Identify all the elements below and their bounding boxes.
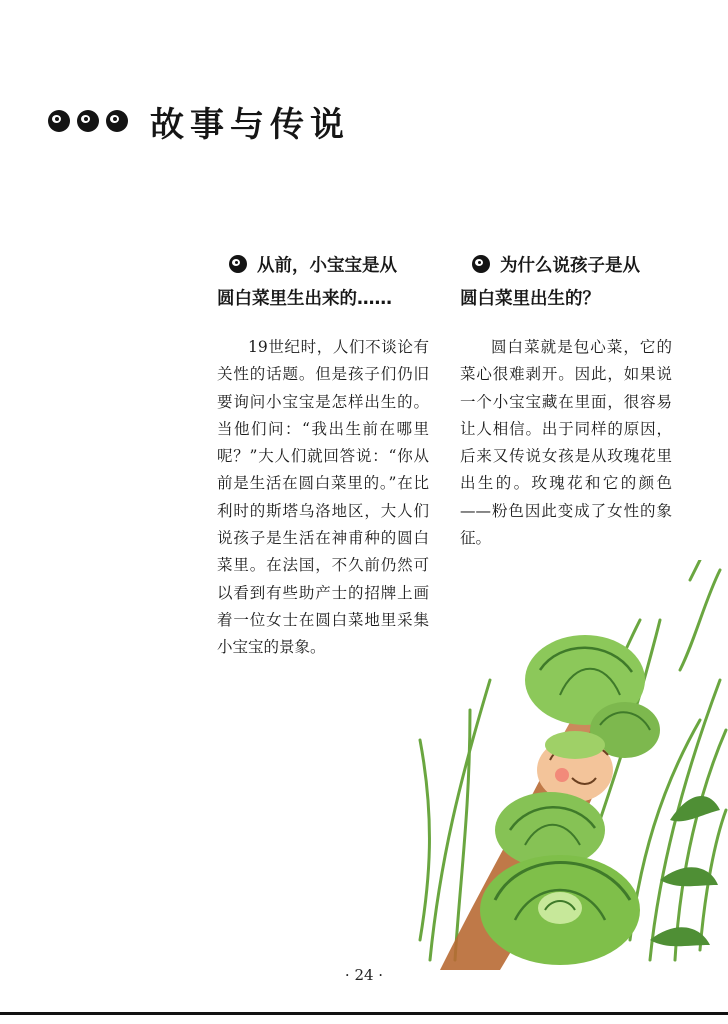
right-heading-line1: 为什么说孩子是从 [500, 256, 640, 276]
section-header [48, 96, 350, 146]
left-heading [217, 250, 429, 316]
cabbage-front [480, 855, 640, 965]
bottom-rule [0, 1012, 728, 1015]
right-body-text: 圆白菜就是包心菜，它的菜心很难剥开。因此，如果说一个小宝宝藏在里面，很容易让人相信。出于同样的原因，后来又传说女孩是从玫瑰花里出生的。玫瑰花和它的颜色——粉色因此变成了女性的象征。 [460, 338, 672, 548]
header-icons [48, 110, 128, 132]
baby-figure [537, 731, 613, 802]
right-column [460, 250, 672, 552]
right-heading [460, 250, 672, 316]
left-heading-line1: 从前，小宝宝是从 [257, 256, 397, 276]
left-column [217, 250, 429, 662]
ball-icon [77, 110, 99, 132]
cabbage-baby-illustration [400, 560, 728, 970]
right-heading-line2: 圆白菜里出生的？ [460, 289, 600, 309]
ball-icon [229, 255, 247, 273]
left-body-text: 19世纪时，人们不谈论有关性的话题。但是孩子们仍旧要询问小宝宝是怎样出生的。当他们问：“我出生前在哪里呢？”大人们就回答说：“你从前是生活在圆白菜里的。”在比利时的斯塔乌洛地区，大人们说孩子是生活在神甫种的圆白菜里。在法国，不久前仍然可以看到有些助产士的招牌上画着一位女士在圆白菜地里采集小宝宝的景象。 [217, 338, 429, 657]
ball-icon [472, 255, 490, 273]
page-number: · 24 · [344, 966, 384, 984]
ball-icon [48, 110, 70, 132]
section-title: 故事与传说 [150, 104, 350, 145]
left-heading-line2: 圆白菜里生出来的…… [217, 289, 392, 309]
ball-icon [106, 110, 128, 132]
